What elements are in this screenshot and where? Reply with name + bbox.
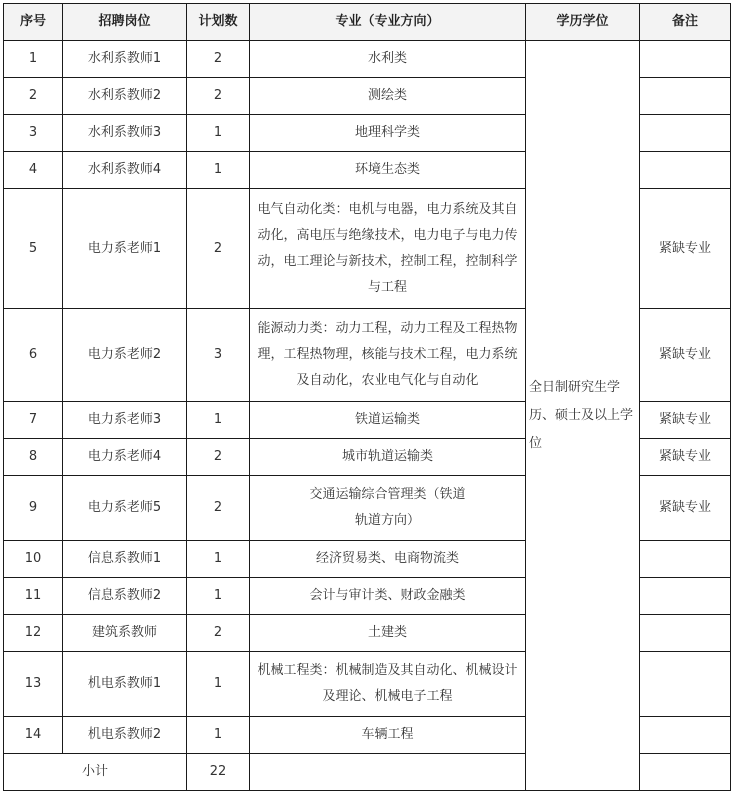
cell-note — [640, 578, 731, 615]
cell-note — [640, 652, 731, 717]
cell-major: 交通运输综合管理类（铁道轨道方向） — [250, 476, 526, 541]
header-post: 招聘岗位 — [63, 4, 187, 41]
header-major: 专业（专业方向） — [250, 4, 526, 41]
cell-major: 城市轨道运输类 — [250, 439, 526, 476]
cell-count: 2 — [187, 189, 250, 309]
header-no: 序号 — [4, 4, 63, 41]
cell-count: 1 — [187, 652, 250, 717]
cell-major: 地理科学类 — [250, 115, 526, 152]
cell-no: 5 — [4, 189, 63, 309]
header-row — [4, 4, 731, 41]
cell-no: 7 — [4, 402, 63, 439]
cell-post: 信息系教师2 — [63, 578, 187, 615]
cell-major: 经济贸易类、电商物流类 — [250, 541, 526, 578]
cell-no: 9 — [4, 476, 63, 541]
cell-count: 2 — [187, 476, 250, 541]
cell-no: 4 — [4, 152, 63, 189]
total-label: 小计 — [4, 754, 187, 791]
cell-degree: 全日制研究生学历、硕士及以上学位 — [526, 41, 640, 791]
cell-major: 会计与审计类、财政金融类 — [250, 578, 526, 615]
cell-no: 3 — [4, 115, 63, 152]
cell-major: 能源动力类：动力工程，动力工程及工程热物理，工程热物理，核能与技术工程，电力系统及自动化，农业电气化与自动化 — [250, 309, 526, 402]
cell-no: 8 — [4, 439, 63, 476]
cell-post: 电力系老师4 — [63, 439, 187, 476]
cell-no: 13 — [4, 652, 63, 717]
cell-count: 1 — [187, 115, 250, 152]
cell-note — [640, 152, 731, 189]
cell-major: 机械工程类：机械制造及其自动化、机械设计及理论、机械电子工程 — [250, 652, 526, 717]
table-row — [4, 41, 731, 78]
cell-major: 铁道运输类 — [250, 402, 526, 439]
cell-note: 紧缺专业 — [640, 309, 731, 402]
cell-major: 水利类 — [250, 41, 526, 78]
cell-major: 测绘类 — [250, 78, 526, 115]
cell-post: 机电系教师1 — [63, 652, 187, 717]
cell-post: 水利系教师2 — [63, 78, 187, 115]
cell-post: 建筑系教师 — [63, 615, 187, 652]
cell-note: 紧缺专业 — [640, 189, 731, 309]
cell-no: 2 — [4, 78, 63, 115]
cell-major: 环境生态类 — [250, 152, 526, 189]
cell-note — [640, 78, 731, 115]
cell-major: 车辆工程 — [250, 717, 526, 754]
cell-major: 电气自动化类：电机与电器，电力系统及其自动化，高电压与绝缘技术，电力电子与电力传动，电工理论与新技术，控制工程，控制科学与工程 — [250, 189, 526, 309]
cell-post: 水利系教师1 — [63, 41, 187, 78]
cell-note: 紧缺专业 — [640, 476, 731, 541]
cell-post: 水利系教师4 — [63, 152, 187, 189]
header-note: 备注 — [640, 4, 731, 41]
cell-no: 12 — [4, 615, 63, 652]
total-count: 22 — [187, 754, 250, 791]
header-count: 计划数 — [187, 4, 250, 41]
cell-count: 2 — [187, 615, 250, 652]
cell-count: 1 — [187, 717, 250, 754]
cell-no: 6 — [4, 309, 63, 402]
cell-count: 1 — [187, 541, 250, 578]
cell-post: 水利系教师3 — [63, 115, 187, 152]
cell-no: 1 — [4, 41, 63, 78]
cell-major: 土建类 — [250, 615, 526, 652]
cell-note — [640, 41, 731, 78]
recruitment-table — [3, 3, 731, 791]
cell-no: 11 — [4, 578, 63, 615]
cell-note — [640, 717, 731, 754]
cell-note — [640, 541, 731, 578]
cell-post: 电力系老师3 — [63, 402, 187, 439]
cell-post: 电力系老师2 — [63, 309, 187, 402]
cell-note: 紧缺专业 — [640, 439, 731, 476]
cell-note — [640, 615, 731, 652]
cell-count: 1 — [187, 402, 250, 439]
cell-count: 2 — [187, 439, 250, 476]
header-degree: 学历学位 — [526, 4, 640, 41]
cell-no: 10 — [4, 541, 63, 578]
cell-no: 14 — [4, 717, 63, 754]
cell-post: 机电系教师2 — [63, 717, 187, 754]
cell-post: 电力系老师5 — [63, 476, 187, 541]
cell-post: 电力系老师1 — [63, 189, 187, 309]
total-note-empty — [640, 754, 731, 791]
cell-count: 2 — [187, 78, 250, 115]
total-major-empty — [250, 754, 526, 791]
cell-count: 1 — [187, 578, 250, 615]
cell-note — [640, 115, 731, 152]
cell-count: 3 — [187, 309, 250, 402]
cell-count: 1 — [187, 152, 250, 189]
cell-note: 紧缺专业 — [640, 402, 731, 439]
cell-post: 信息系教师1 — [63, 541, 187, 578]
cell-count: 2 — [187, 41, 250, 78]
